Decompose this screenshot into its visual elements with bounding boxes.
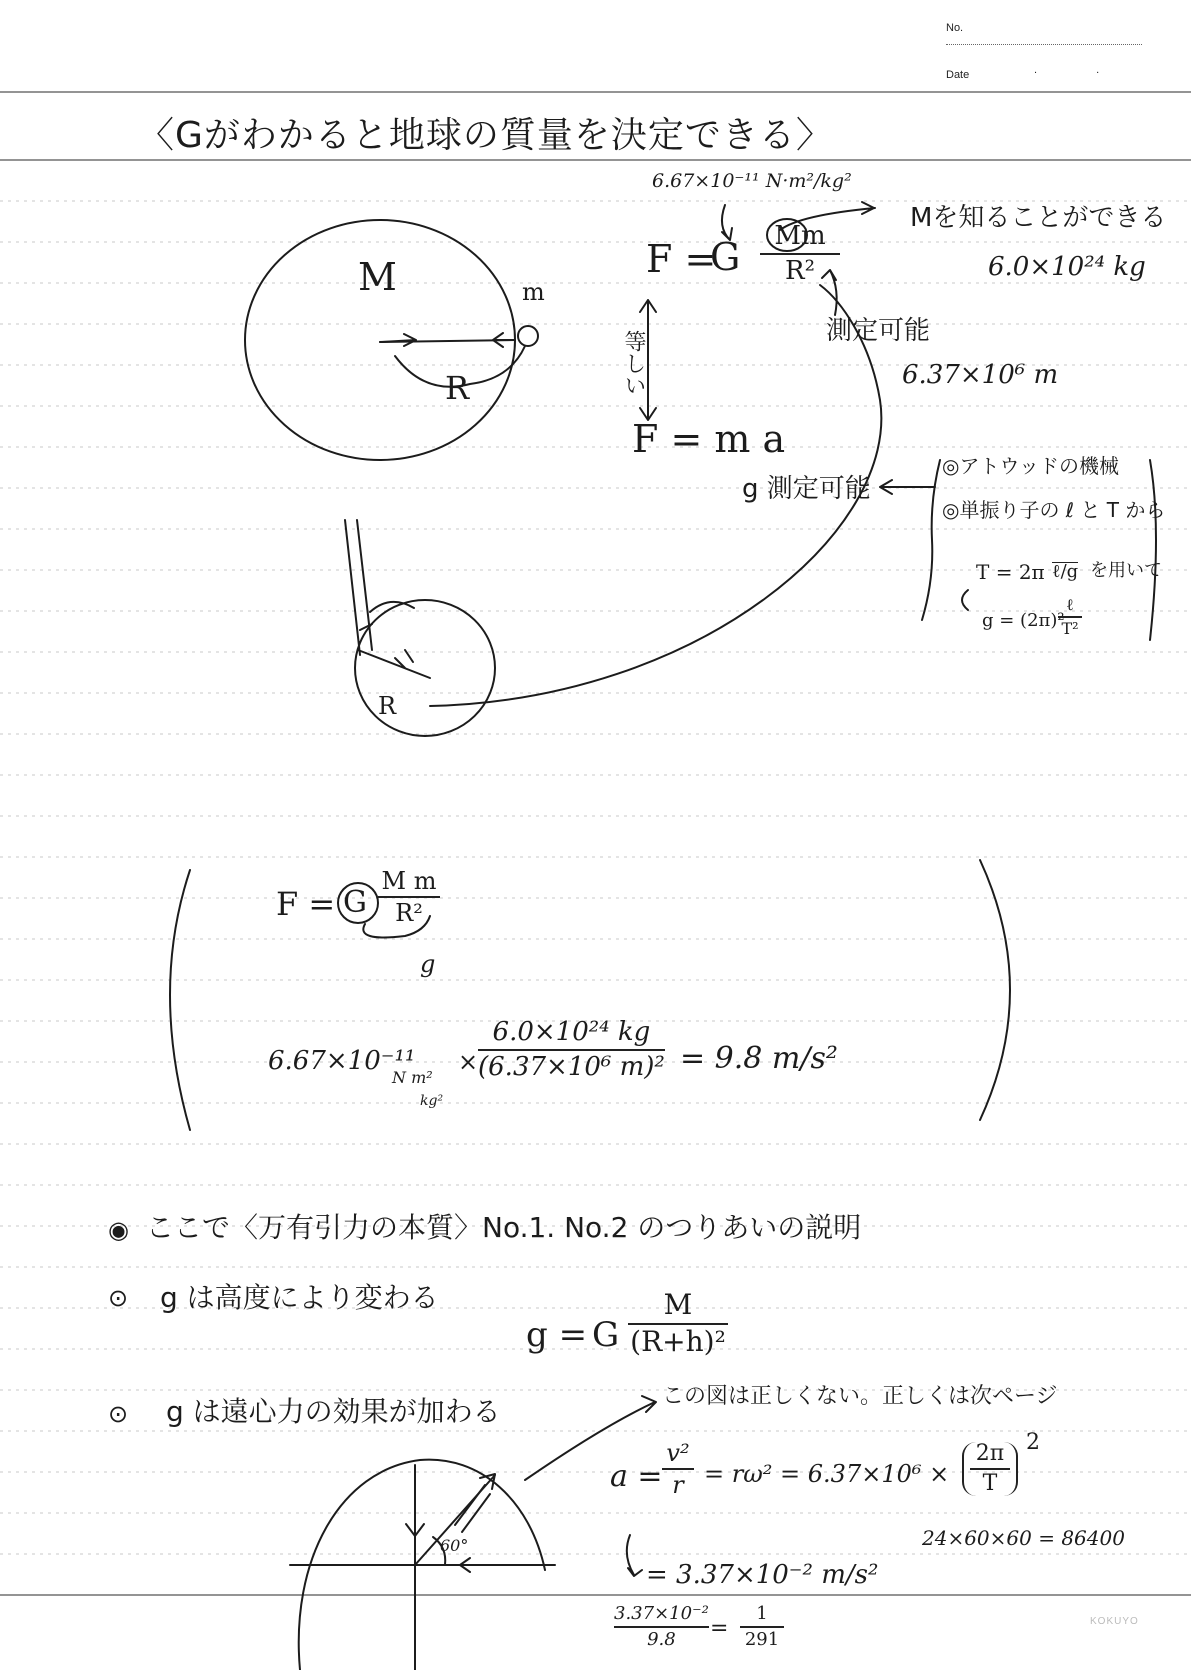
ratio-rhs-fraction <box>740 1604 784 1650</box>
mid-formula-g: G <box>343 885 367 920</box>
earth-circle-small <box>355 600 495 736</box>
calc-bar <box>478 1049 665 1051</box>
m-note: Mを知ることができる <box>910 203 1167 233</box>
method-atwood: ◎アトウッドの機械 <box>942 454 1120 478</box>
top-formula-bar <box>760 253 840 255</box>
alt-formula-lhs: g = <box>526 1315 588 1355</box>
mid-g-label: g <box>420 950 436 978</box>
mid-formula-denominator: R² <box>395 899 423 928</box>
top-formula-lhs: F = <box>646 237 717 281</box>
accel-result: = 3.37×10⁻² m/s² <box>646 1560 879 1590</box>
top-formula-fraction <box>760 222 840 285</box>
ratio-denominator: 9.8 <box>647 1628 676 1650</box>
centrifugal-note: この図は正しくない。正しくは次ページ <box>662 1384 1058 1409</box>
calc-denominator: (6.37×10⁶ m)² <box>478 1051 665 1082</box>
bullet-2-text: g は高度により変わる <box>160 1281 439 1314</box>
pendulum-curl <box>962 590 968 610</box>
period-numerator: 2π <box>975 1441 1005 1466</box>
method-bracket-right <box>1150 460 1156 640</box>
method-bracket-left <box>922 460 940 620</box>
header-date-label: Date <box>946 69 970 81</box>
alt-formula-fraction <box>628 1290 728 1358</box>
v-bar <box>662 1468 694 1470</box>
result-hook <box>627 1535 642 1576</box>
g-formula-fraction <box>1058 596 1082 637</box>
pendulum-prefix: T = 2π <box>976 560 1045 584</box>
equator-arrow <box>460 1558 540 1572</box>
mid-formula-numerator: M m <box>381 867 437 895</box>
newton-formula: F = m a <box>632 417 786 461</box>
alt-formula-numerator: M <box>663 1288 693 1321</box>
mid-formula-fraction <box>378 868 440 927</box>
calc-result: = 9.8 m/s² <box>680 1041 838 1076</box>
v-fraction <box>662 1440 694 1499</box>
ratio-numerator: 3.37×10⁻² <box>614 1603 709 1624</box>
r-value: 6.37×10⁶ m <box>902 360 1059 390</box>
g-measurable: g 測定可能 <box>742 474 871 504</box>
ratio-rhs-denominator: 291 <box>744 1628 780 1650</box>
angle-label: 60° <box>440 1536 469 1555</box>
ratio-equals: = <box>710 1616 729 1641</box>
top-formula-numerator: Mm <box>774 221 826 251</box>
earth-mass-label: M <box>358 255 397 299</box>
radius-arrow-right <box>493 333 515 347</box>
m-value: 6.0×10²⁴ kg <box>988 252 1146 282</box>
radius-label-small: R <box>378 692 397 720</box>
calc-paren-left <box>170 870 190 1130</box>
bullet-1-text: ここで〈万有引力の本質〉No.1. No.2 のつりあいの説明 <box>146 1211 862 1244</box>
resultant-arrow <box>455 1485 490 1532</box>
bullet-2-mark: ⊙ <box>108 1284 129 1312</box>
calc-unit-kg: kg² <box>420 1093 444 1109</box>
top-formula-g: G <box>710 235 741 279</box>
g-constant-value: 6.67×10⁻¹¹ N·m²/kg² <box>652 170 852 192</box>
calc-times: × <box>458 1048 479 1076</box>
calc-g-constant: 6.67×10⁻¹¹ <box>268 1046 416 1076</box>
pendulum-lines <box>345 520 430 678</box>
radius-label: R <box>445 369 470 407</box>
period-bar <box>970 1468 1010 1470</box>
rw-expression: = rω² = 6.37×10⁶ × <box>704 1460 950 1488</box>
r-note: 測定可能 <box>826 316 931 346</box>
page-title: 〈Gがわかると地球の質量を決定できる〉 <box>138 115 833 156</box>
g-formula-prefix: g = (2π)² <box>982 610 1065 631</box>
brand-watermark: KOKUYO <box>1090 1616 1139 1627</box>
ratio-rhs-bar <box>740 1626 784 1628</box>
gravity-arrow <box>406 1478 424 1536</box>
radius-arrow-left <box>380 334 416 346</box>
alt-formula-denominator: (R+h)² <box>630 1324 726 1358</box>
small-mass-label: m <box>522 278 545 306</box>
bullet-1-mark: ◉ <box>108 1216 129 1244</box>
alt-formula-g: G <box>592 1315 620 1355</box>
small-mass-circle <box>518 326 538 346</box>
bullet-3-text: g は遠心力の効果が加わる <box>166 1395 501 1428</box>
period-denominator: T <box>982 1471 998 1497</box>
bullet-3-mark: ⊙ <box>108 1400 129 1428</box>
header-date-dots: . . <box>1034 64 1128 76</box>
g-formula-numerator: ℓ <box>1066 595 1074 614</box>
g-formula-bar <box>1058 616 1082 618</box>
ratio-fraction <box>614 1604 709 1650</box>
mid-formula-lhs: F = <box>276 885 336 923</box>
calc-numerator: 6.0×10²⁴ kg <box>492 1017 651 1047</box>
method-arrow <box>880 480 935 494</box>
accel-lhs: a = <box>610 1459 663 1494</box>
top-formula-denominator: R² <box>785 255 815 286</box>
v-denominator: r <box>672 1471 684 1500</box>
calc-unit-n: N m² <box>392 1068 433 1087</box>
pendulum-suffix: を用いて <box>1090 560 1162 581</box>
day-seconds: 24×60×60 = 86400 <box>922 1526 1125 1550</box>
period-fraction <box>962 1442 1018 1496</box>
equal-label: 等しい <box>621 330 646 396</box>
calc-fraction <box>478 1018 665 1081</box>
g-formula-denominator: T² <box>1061 618 1079 638</box>
mid-formula-bar <box>378 896 440 898</box>
calc-paren-right <box>980 860 1010 1120</box>
ratio-rhs-numerator: 1 <box>756 1603 768 1624</box>
pendulum-root: ℓ/g <box>1052 561 1079 582</box>
v-numerator: v² <box>666 1439 690 1467</box>
method-pendulum: ◎単振り子の ℓ と T から <box>942 498 1166 522</box>
header-no-label: No. <box>946 22 964 34</box>
ratio-bar <box>614 1626 709 1628</box>
square-exponent: 2 <box>1026 1430 1040 1455</box>
